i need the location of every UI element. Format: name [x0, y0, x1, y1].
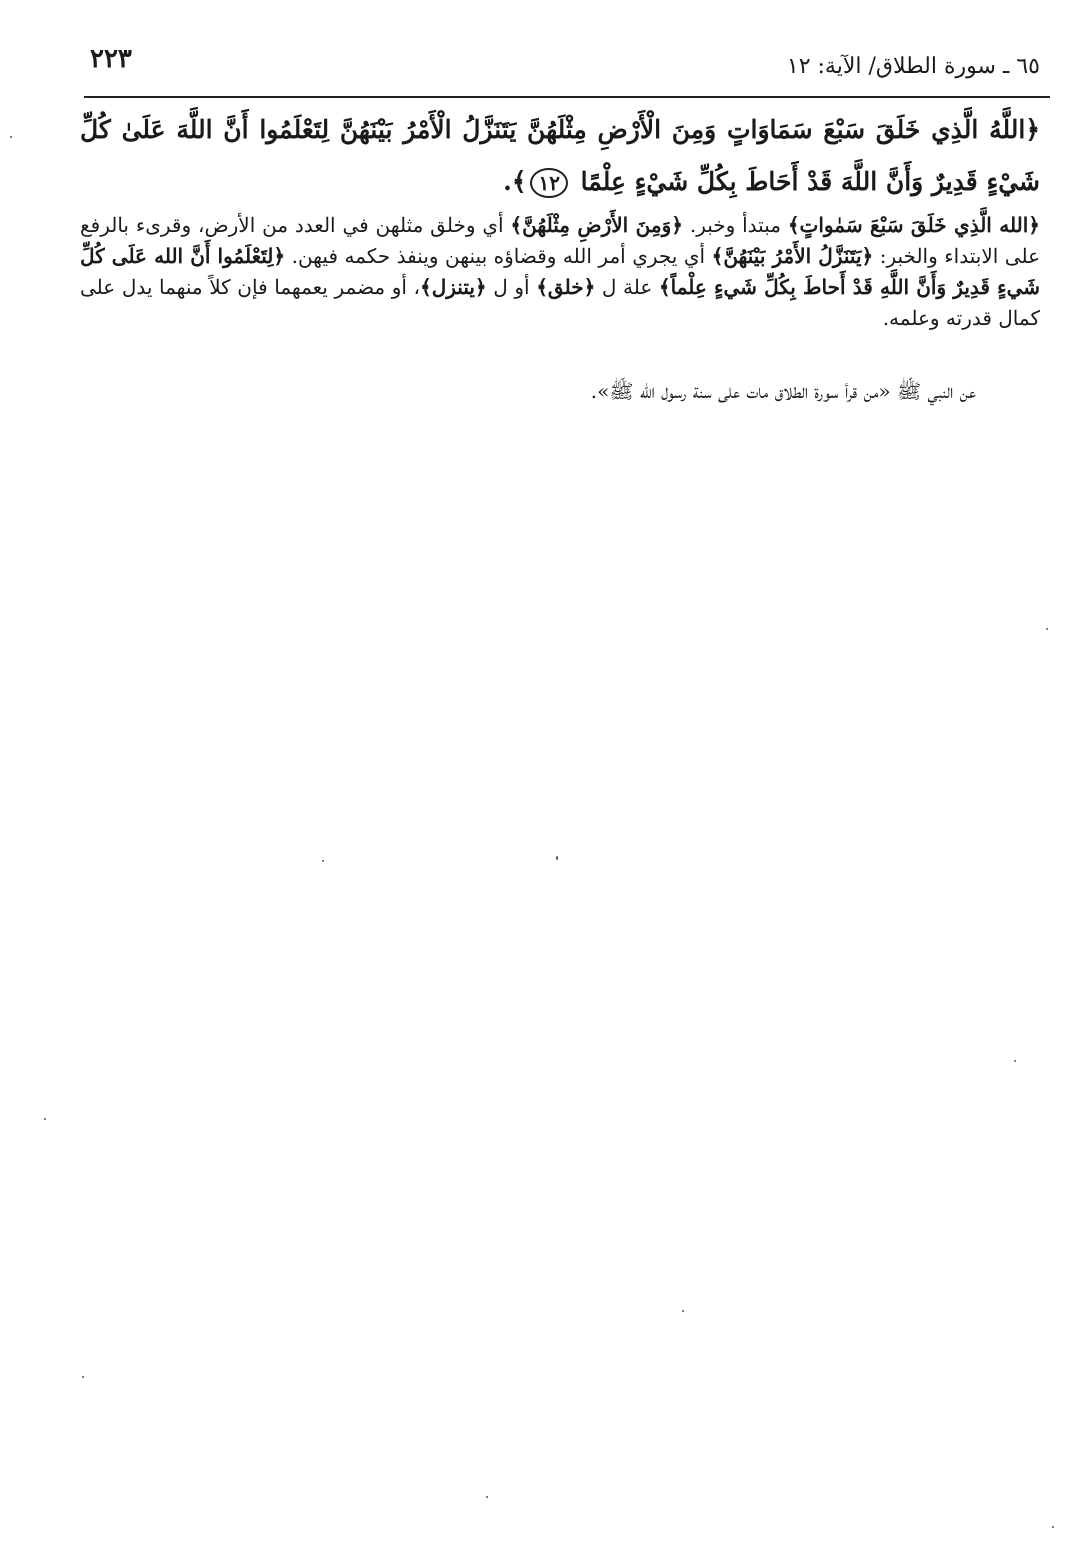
commentary-paragraph [80, 210, 1040, 334]
verse-closing: ﴾. [503, 167, 527, 196]
scan-speck [44, 1118, 46, 1120]
scan-speck [10, 136, 12, 138]
page-number: ٢٢٣ [90, 44, 132, 74]
commentary-quote: ﴿يتنزل﴾ [420, 275, 487, 299]
ayah-number-marker: ١٢ [530, 168, 567, 198]
commentary-text: مبتدأ وخبر. [682, 213, 788, 237]
scan-speck [1052, 1526, 1054, 1528]
commentary-quote: ﴿لِتَعْلَمُوا أَنَّ الله عَلَى كُلِّ شَيءٍ قَدِيرٌ وَأَنَّ اللَّهِ قَدْ أَحاطَ بِكُلِّ شَيءٍ عِلْماً﴾ [80, 244, 1041, 299]
commentary-text: أي وخلق مثلهن في العدد من الأرض، وقرىء بالرفع على الابتداء والخبر: [80, 213, 1040, 268]
commentary-quote: ﴿وَمِنَ الأَرْضِ مِثْلَهُنَّ﴾ [510, 213, 683, 237]
commentary-text: أي يجري أمر الله وقضاؤه بينهن وينفذ حكمه فيهن. [285, 244, 712, 268]
commentary-text: ، أو مضمر يعمهما فإن كلاً منهما يدل على كمال قدرته وعلمه. [80, 275, 1040, 330]
scan-speck [682, 1310, 684, 1312]
scan-speck [1014, 1060, 1016, 1062]
commentary-quote: ﴿يَتَنَزَّلُ الأَمْرُ بَيْنَهُنَّ﴾ [711, 244, 874, 268]
running-head: ٦٥ ـ سورة الطلاق/ الآية: ١٢ [786, 54, 1040, 79]
commentary-quote: ﴿خلق﴾ [536, 275, 596, 299]
scan-speck [322, 860, 324, 862]
scan-speck [1046, 628, 1048, 630]
commentary-text: أو ل [486, 275, 537, 299]
page-header [78, 44, 1050, 88]
commentary-text: علة ل [595, 275, 659, 299]
commentary-quote: ﴿الله الَّذِي خَلَقَ سَبْعَ سَمٰواتٍ﴾ [787, 213, 1041, 237]
scan-speck [486, 1496, 488, 1498]
scan-speck [556, 856, 558, 860]
hadith-line: عن النبي ﷺ «من قرأ سورة الطلاق مات على سنة رسول الله ﷺ». [590, 379, 976, 403]
header-rule [84, 96, 1050, 98]
quran-verse [80, 104, 1040, 208]
verse-text: ﴿اللَّهُ الَّذِي خَلَقَ سَبْعَ سَمَاوَاتٍ وَمِنَ الْأَرْضِ مِثْلَهُنَّ يَتَنَزَّلُ الْأَمْرُ بَيْنَهُنَّ لِتَعْلَمُوا أَنَّ اللَّهَ عَلَىٰ كُلِّ شَيْءٍ قَدِيرٌ وَأَنَّ اللَّهَ قَدْ أَحَاطَ بِكُلِّ شَيْءٍ عِلْمًا [80, 115, 1040, 196]
scan-speck [82, 1376, 84, 1378]
